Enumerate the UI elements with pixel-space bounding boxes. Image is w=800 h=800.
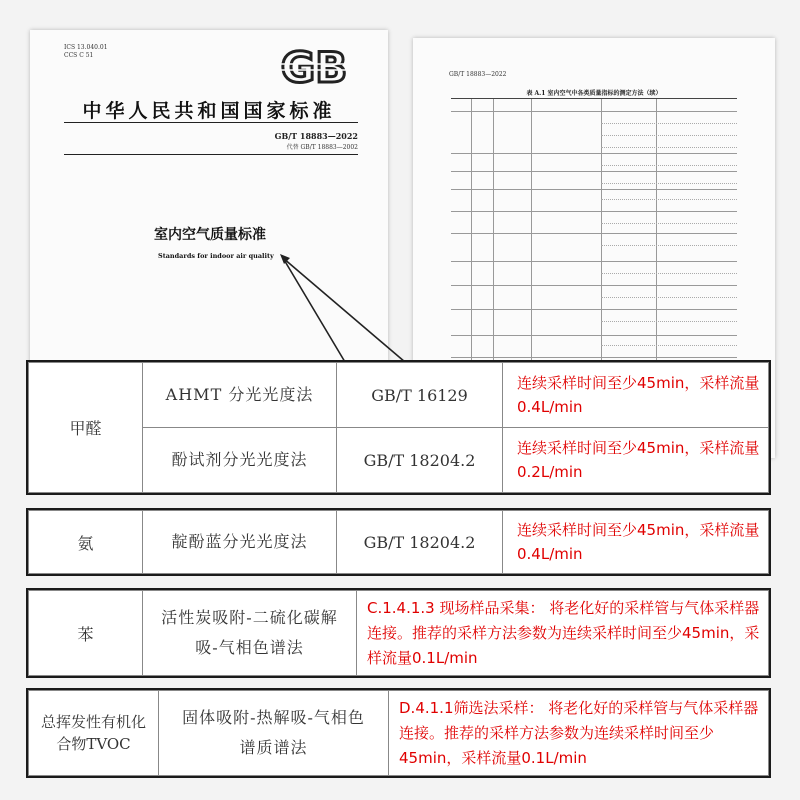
pollutant-cell: 苯 bbox=[29, 591, 143, 676]
pollutant-cell: 氨 bbox=[29, 511, 143, 574]
table-row bbox=[29, 511, 769, 574]
method-cell: 酚试剂分光光度法 bbox=[143, 428, 337, 493]
standard-cell: GB/T 18204.2 bbox=[337, 511, 503, 574]
svg-text:GB: GB bbox=[280, 44, 348, 88]
method-cell: 活性炭吸附-二硫化碳解吸-气相色谱法 bbox=[143, 591, 357, 676]
tvoc-method-table bbox=[26, 688, 771, 778]
standard-cell: GB/T 18204.2 bbox=[337, 428, 503, 493]
sampling-note: 连续采样时间至少45min，采样流量0.4L/min bbox=[503, 511, 769, 574]
pollutant-cell: 总挥发性有机化合物TVOC bbox=[29, 691, 159, 776]
ammonia-method-table bbox=[26, 508, 771, 576]
table-caption: 表 A.1 室内空气中各类质量指标的测定方法（续） bbox=[526, 90, 662, 97]
national-standard-title: 中华人民共和国国家标准 bbox=[82, 100, 336, 122]
method-cell: 靛酚蓝分光光度法 bbox=[143, 511, 337, 574]
standard-name-en: Standards for indoor air quality bbox=[158, 252, 274, 260]
sampling-note: C.1.4.1.3 现场样品采集： 将老化好的采样管与气体采样器连接。推荐的采样方法参数为连续采样时间至少45min，采样流量0.1L/min bbox=[357, 591, 769, 676]
formaldehyde-method-table bbox=[26, 360, 771, 495]
sampling-note: 连续采样时间至少45min，采样流量0.4L/min bbox=[503, 363, 769, 428]
pollutant-cell: 甲醛 bbox=[29, 363, 143, 493]
table-row bbox=[29, 591, 769, 676]
sampling-note: D.4.1.1筛选法采样： 将老化好的采样管与气体采样器连接。推荐的采样方法参数为连续采样时间至少45min，采样流量0.1L/min bbox=[389, 691, 769, 776]
table-row bbox=[29, 363, 769, 428]
method-cell: 固体吸附-热解吸-气相色谱质谱法 bbox=[159, 691, 389, 776]
replaces-standard: 代替 GB/T 18883—2002 bbox=[286, 144, 358, 151]
standard-name-cn: 室内空气质量标准 bbox=[154, 227, 266, 243]
method-cell: AHMT 分光光度法 bbox=[143, 363, 337, 428]
sampling-note: 连续采样时间至少45min，采样流量0.2L/min bbox=[503, 428, 769, 493]
table-row bbox=[29, 691, 769, 776]
ics-code: ICS 13.040.01 CCS C 51 bbox=[64, 44, 108, 59]
standard-number: GB/T 18883—2022 bbox=[274, 131, 358, 141]
page-header: GB/T 18883—2022 bbox=[449, 71, 507, 78]
benzene-method-table bbox=[26, 588, 771, 678]
standard-cell: GB/T 16129 bbox=[337, 363, 503, 428]
method-table-preview bbox=[451, 98, 737, 369]
